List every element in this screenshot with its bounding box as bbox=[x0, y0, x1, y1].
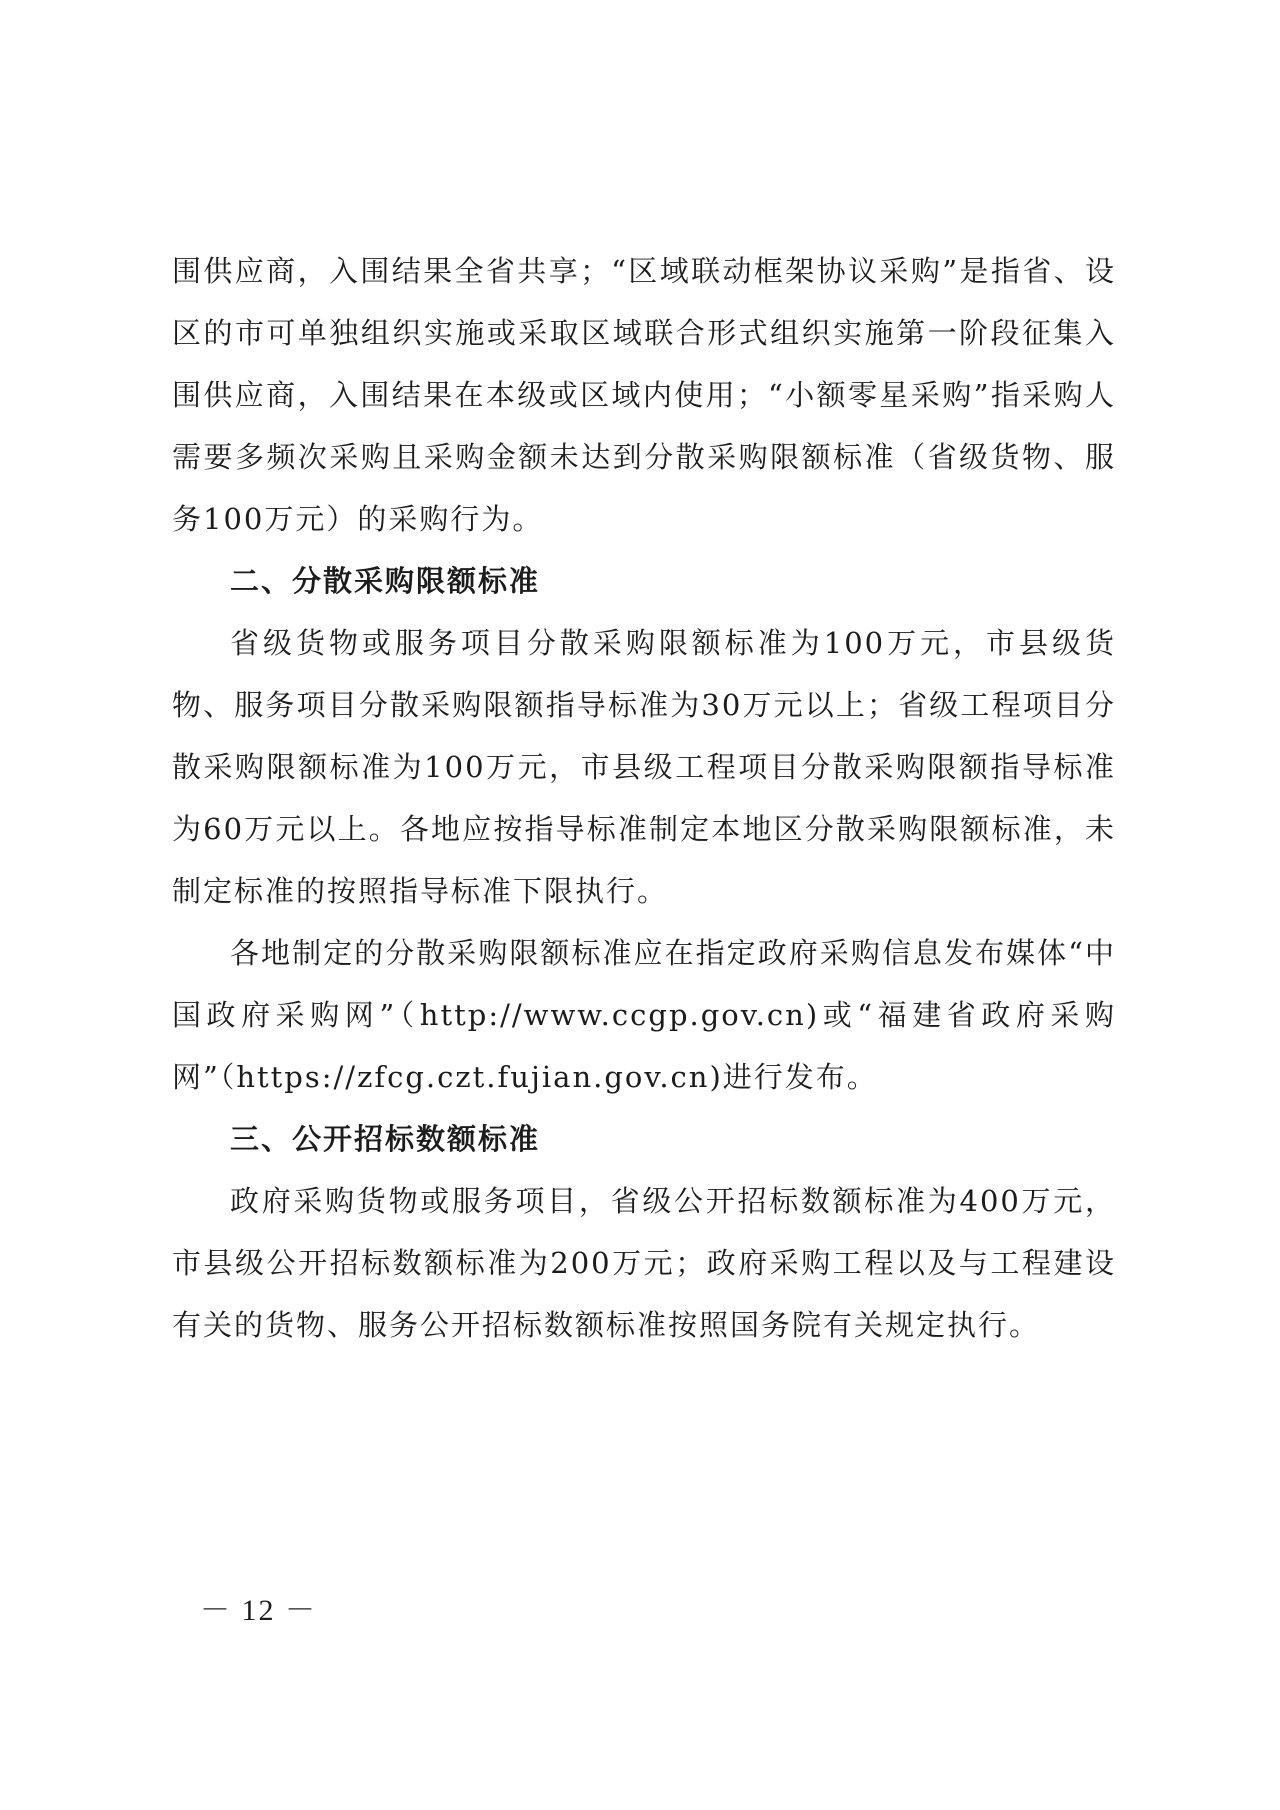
paragraph-continued: 围供应商，入围结果全省共享；“区域联动框架协议采购”是指省、设区的市可单独组织实施或采取区域联合形式组织实施第一阶段征集入围供应商，入围结果在本级或区域内使用；“小额零星采购”指采购人需要多频次采购且采购金额未达到分散采购限额标准（省级货物、服务100万元）的采购行为。 bbox=[172, 254, 1116, 536]
page-number: － 12 － bbox=[200, 1594, 317, 1627]
paragraph-public-tender-threshold: 政府采购货物或服务项目，省级公开招标数额标准为400万元，市县级公开招标数额标准为200万元；政府采购工程以及与工程建设有关的货物、服务公开招标数额标准按照国务院有关规定执行。 bbox=[172, 1184, 1116, 1342]
paragraph-publication-media: 各地制定的分散采购限额标准应在指定政府采购信息发布媒体“中国政府采购网”（http://www.ccgp.gov.cn)或“福建省政府采购网”（https://zfcg.czt.fujian.gov.cn)进行发布。 bbox=[172, 936, 1116, 1094]
document-body bbox=[172, 240, 1116, 1356]
section-heading-public-tender-threshold: 三、公开招标数额标准 bbox=[230, 1122, 541, 1156]
section-heading-decentralized-procurement: 二、分散采购限额标准 bbox=[230, 564, 541, 598]
paragraph-decentralized-limits: 省级货物或服务项目分散采购限额标准为100万元，市县级货物、服务项目分散采购限额指导标准为30万元以上；省级工程项目分散采购限额标准为100万元，市县级工程项目分散采购限额指导标准为60万元以上。各地应按指导标准制定本地区分散采购限额标准，未制定标准的按照指导标准下限执行。 bbox=[172, 626, 1116, 908]
